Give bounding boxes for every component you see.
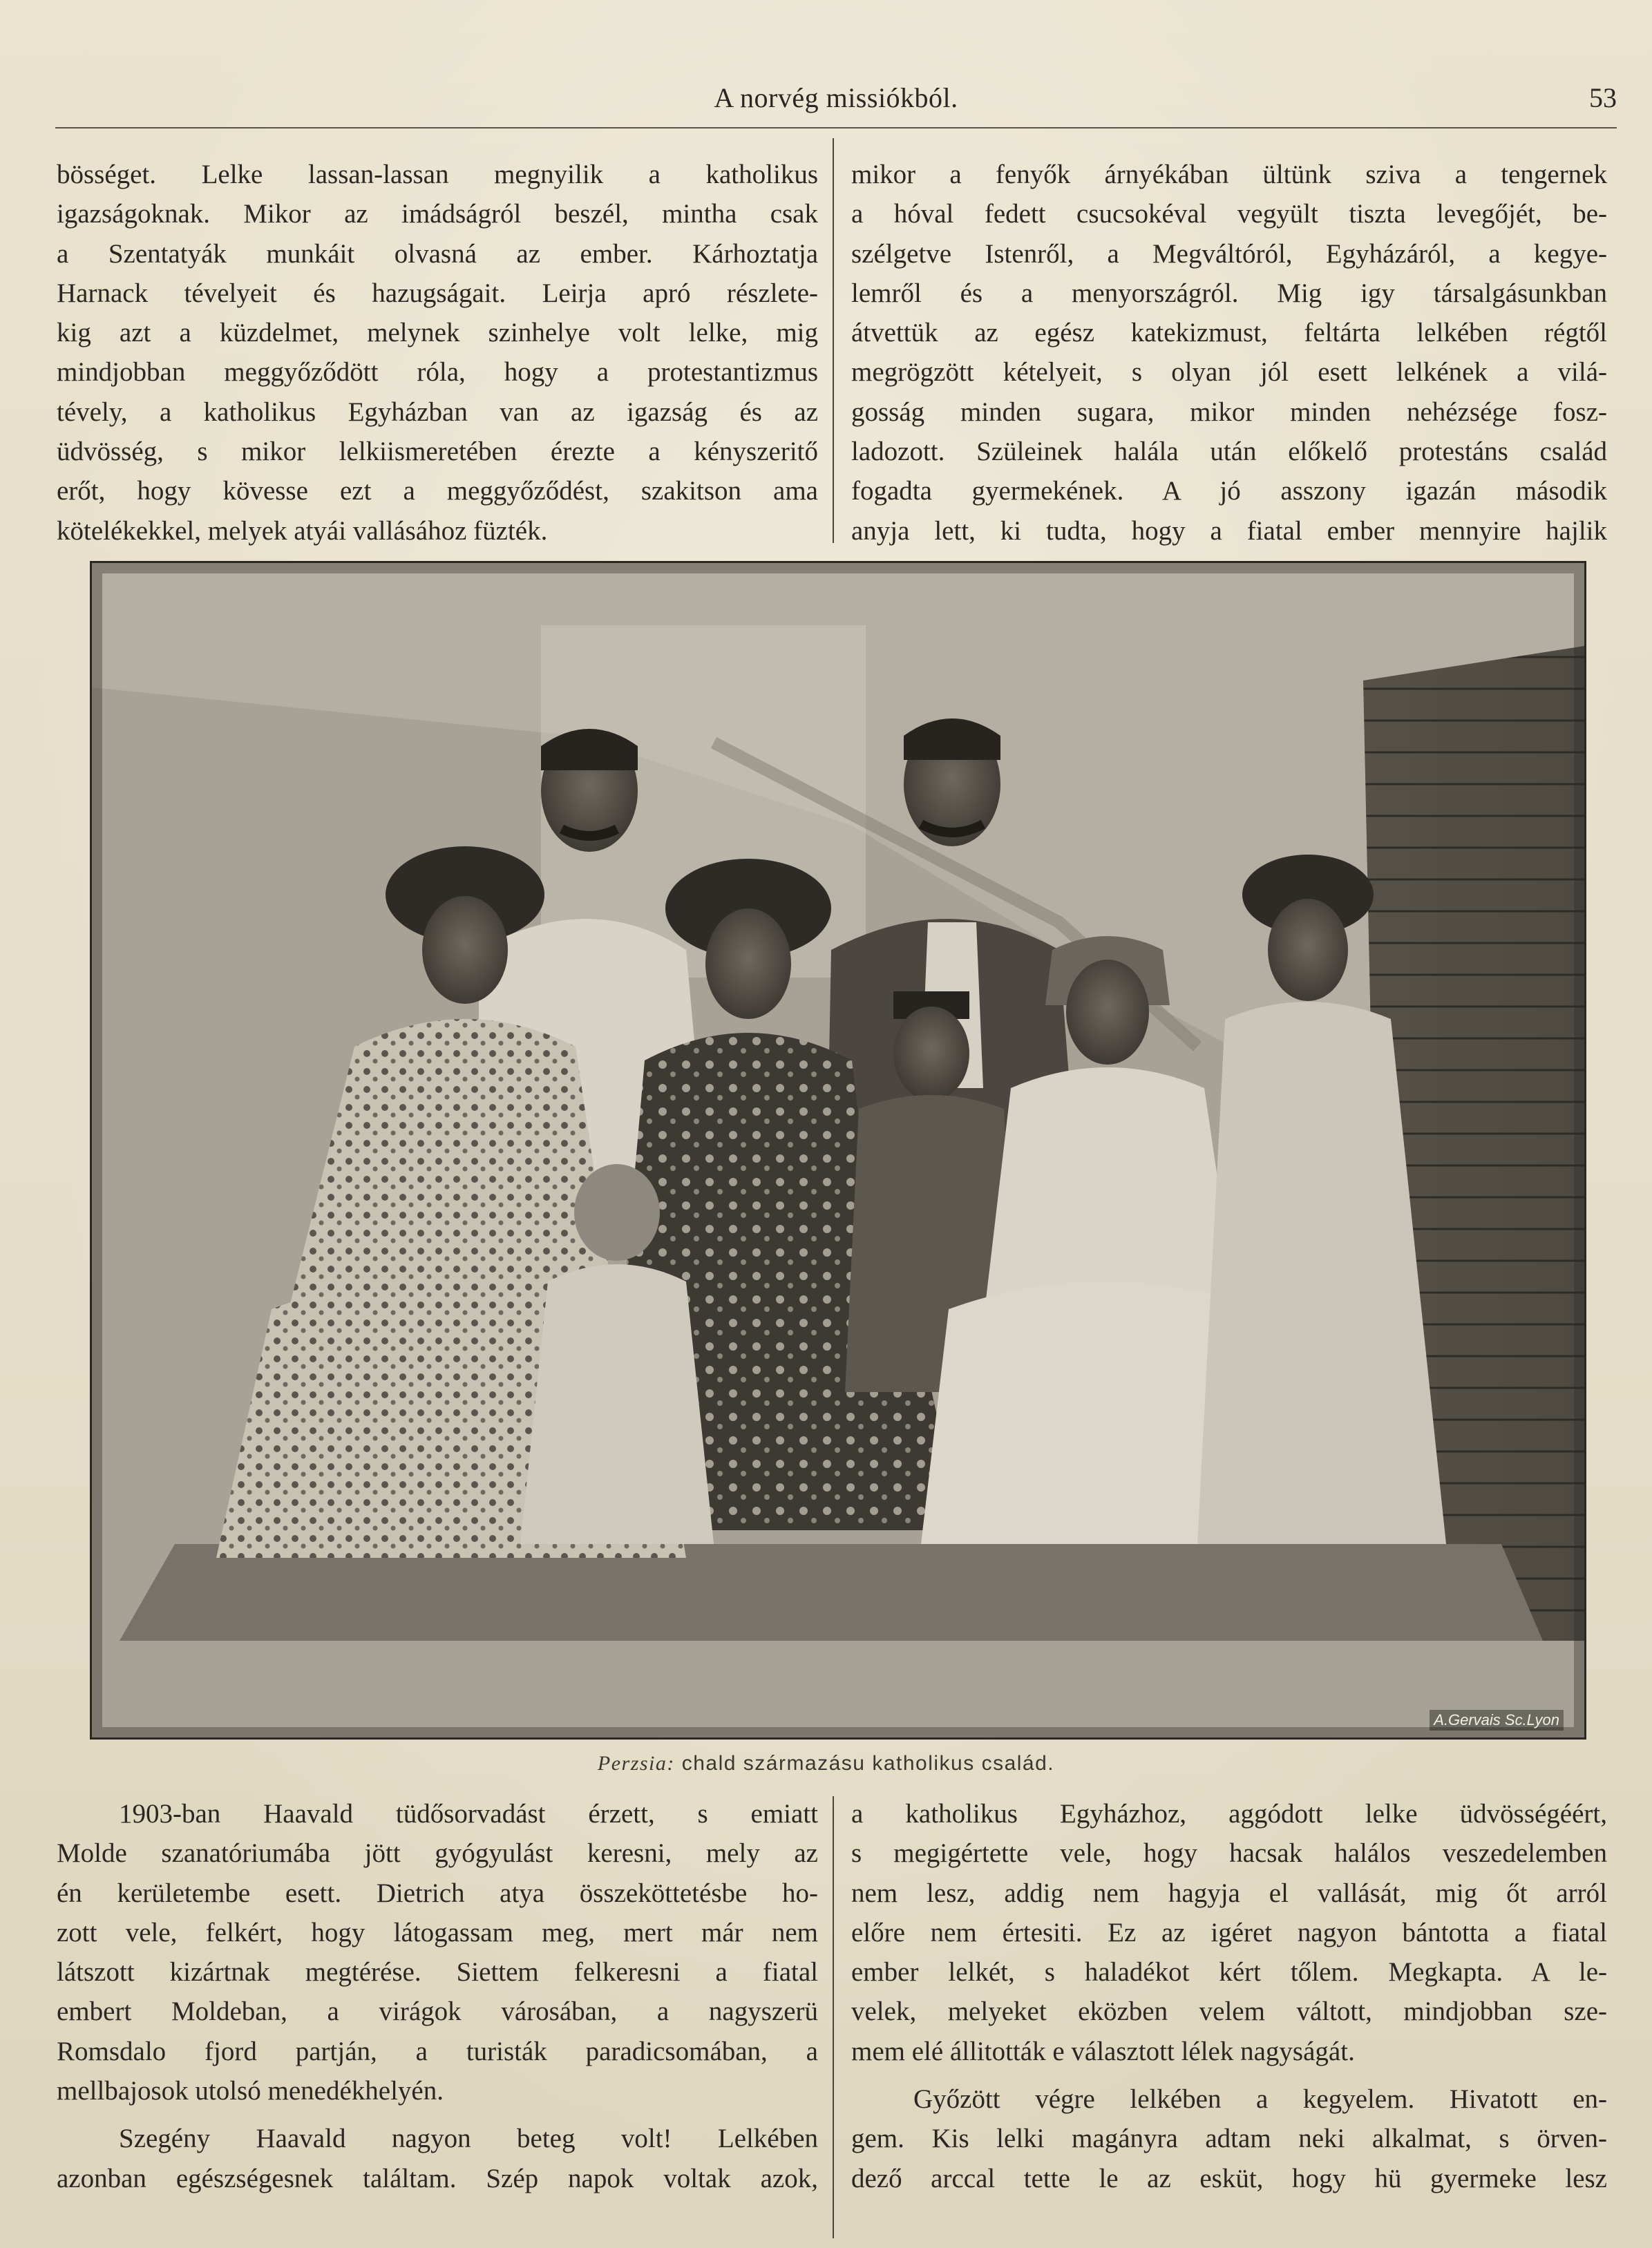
text-line: én kerületembe esett. Dietrich atya összeköttetésbe ho- — [57, 1878, 818, 1908]
text-line: kig azt a küzdelmet, melynek szinhelye volt lelke, mig — [57, 318, 818, 348]
caption-text: chald származásu katholikus család. — [681, 1752, 1055, 1775]
text-line: bösséget. Lelke lassan-lassan megnyilik a katholikus — [57, 160, 818, 189]
bottom-right-column — [851, 1794, 1607, 2198]
text-line: 1903-ban Haavald tüdősorvadást érzett, s emiatt — [119, 1799, 818, 1829]
text-line: nem lesz, addig nem hagyja el vallását, mig őt arról — [851, 1878, 1607, 1908]
text-line: Romsdalo fjord partján, a turisták paradicsomában, a — [57, 2036, 818, 2066]
top-left-column — [57, 155, 818, 551]
text-line: átvettük az egész katekizmust, feltárta lelkében régtől — [851, 318, 1607, 348]
text-line: tévely, a katholikus Egyházban van az igazság és az — [57, 397, 818, 427]
page-number: 53 — [1589, 82, 1617, 113]
text-line: szélgetve Istenről, a Megváltóról, Egyházáról, a kegye- — [851, 238, 1607, 269]
text-line: igazságoknak. Mikor az imádságról beszél, mintha csak — [57, 199, 818, 229]
text-line: fogadta gyermekének. A jó asszony igazán második — [851, 476, 1607, 506]
text-line: erőt, hogy kövesse ezt a meggyőződést, szakitson ama — [57, 476, 818, 506]
text-line: azonban egészségesnek találtam. Szép napok voltak azok, — [57, 2163, 818, 2193]
top-right-column — [851, 155, 1607, 551]
figure-caption — [0, 1752, 1652, 1775]
text-line: mellbajosok utolsó menedékhelyén. — [57, 2076, 444, 2106]
family-photograph — [90, 561, 1586, 1740]
text-line: embert Moldeban, a virágok városában, a nagyszerü — [57, 1997, 818, 2027]
text-line: ember lelkét, s haladékot kért tőlem. Megkapta. A le- — [851, 1957, 1607, 1988]
text-line: ladozott. Szüleinek halála után előkelő protestáns család — [851, 437, 1607, 467]
column-divider — [833, 1796, 834, 2238]
text-line: Molde szanatóriumába jött gyógyulást keresni, mely az — [57, 1838, 818, 1869]
text-line: anyja lett, ki tudta, hogy a fiatal ember mennyire hajlik — [851, 515, 1607, 546]
column-divider — [833, 138, 834, 543]
header-rule — [55, 127, 1617, 128]
photograph-illustration — [92, 563, 1584, 1737]
text-line: dező arccal tette le az esküt, hogy hü gyermeke lesz — [851, 2163, 1607, 2193]
caption-place: Perzsia: — [597, 1752, 675, 1775]
text-line: s megigértette vele, hogy hacsak halálos veszedelemben — [851, 1838, 1607, 1869]
bottom-left-column — [57, 1794, 818, 2198]
text-line: megrögzött kételyeit, s olyan jól esett lelkének a vilá- — [851, 357, 1607, 388]
carpet — [120, 1544, 1543, 1641]
text-line: gem. Kis lelki magányra adtam neki alkalmat, s örven- — [851, 2124, 1607, 2154]
text-line: mindjobban meggyőződött róla, hogy a protestantizmus — [57, 357, 818, 388]
text-line: kötelékekkel, melyek atyái vallásához füzték. — [57, 515, 548, 546]
text-line: velek, melyeket eközben velem váltott, mindjobban sze- — [851, 1997, 1607, 2027]
text-line: Harnack tévelyeit és hazugságait. Leirja apró részlete- — [57, 278, 818, 308]
text-line: Szegény Haavald nagyon beteg volt! Lelkében — [119, 2124, 818, 2154]
text-line: zott vele, felkért, hogy látogassam meg, mert már nem — [57, 1917, 818, 1947]
text-line: előre nem értesiti. Ez az igéret nagyon bántotta a fiatal — [851, 1917, 1607, 1947]
text-line: látszott kizártnak megtérése. Siettem felkeresni a fiatal — [57, 1957, 818, 1988]
text-line: a Szentatyák munkáit olvasná az ember. Kárhoztatja — [57, 238, 818, 269]
text-line: mem elé állitották e választott lélek nagyságát. — [851, 2036, 1355, 2066]
engraver-credit: A.Gervais Sc.Lyon — [1430, 1710, 1564, 1731]
text-line: üdvösség, s mikor lelkiismeretében érezte a kényszeritő — [57, 437, 818, 467]
text-line: mikor a fenyők árnyékában ültünk sziva a tengernek — [851, 160, 1607, 189]
page-header — [55, 82, 1617, 130]
text-line: gosság minden sugara, mikor minden nehézsége fosz- — [851, 397, 1607, 427]
running-title: A norvég missiókból. — [714, 82, 958, 113]
text-line: Győzött végre lelkében a kegyelem. Hivatott en- — [913, 2084, 1607, 2115]
text-line: lemről és a menyországról. Mig igy társalgásunkban — [851, 278, 1607, 308]
text-line: a hóval fedett csucsokéval vegyült tiszta levegőjét, be- — [851, 199, 1607, 229]
text-line: a katholikus Egyházhoz, aggódott lelke üdvösségéért, — [851, 1799, 1607, 1829]
